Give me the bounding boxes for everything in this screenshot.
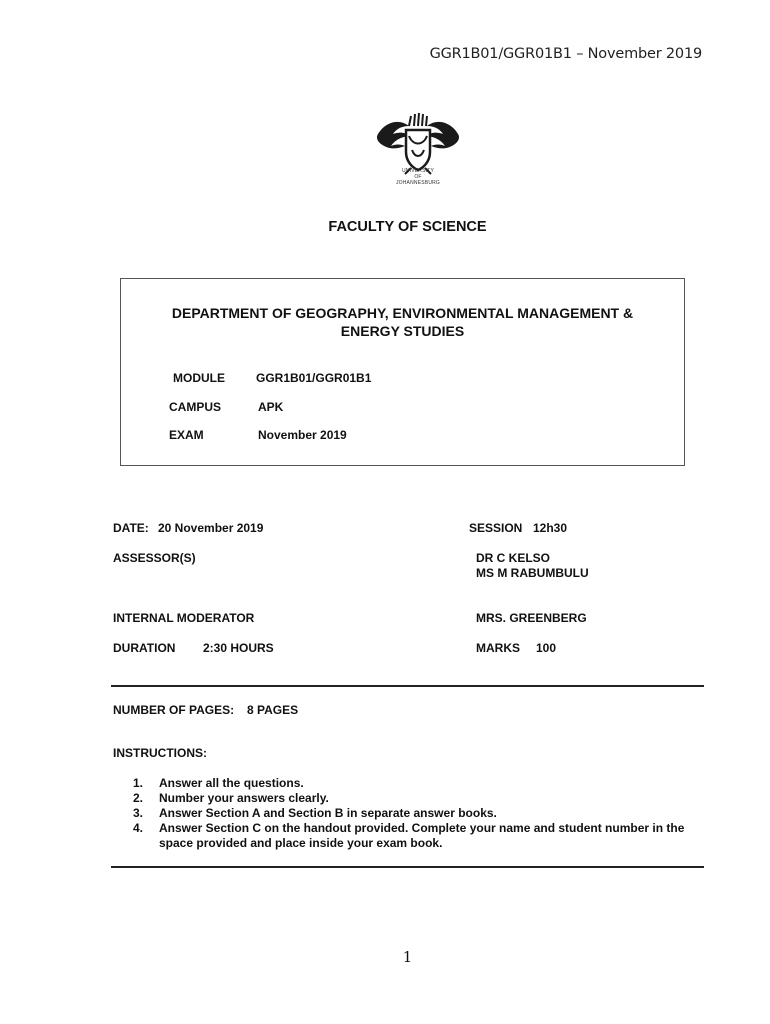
assessors-label: ASSESSOR(S) [113,551,196,565]
logo-text-of: OF [414,174,422,180]
header-module-code: GGR1B01/GGR01B1 – November 2019 [429,46,702,62]
date-value: 20 November 2019 [158,521,264,535]
logo-text-johannesburg: JOHANNESBURG [395,180,441,186]
duration-value: 2:30 HOURS [203,641,274,655]
exam-value: November 2019 [258,428,347,442]
list-item [133,791,704,806]
marks-value: 100 [536,641,557,655]
list-item-number: 2. [133,791,144,805]
module-label: MODULE [173,371,225,385]
page-number: 1 [402,948,413,966]
list-item [133,806,704,821]
list-item-text: Answer all the questions. [159,776,304,790]
list-item-text: Answer Section C on the handout provided. Complete your name and student number in the space provided and place inside your exam book. [159,821,685,850]
list-item [133,776,704,791]
instructions-list [133,776,704,851]
duration-label: DURATION [113,641,176,655]
assessor-1: DR C KELSO [476,551,551,565]
assessor-2: MS M RABUMBULU [476,566,589,580]
department-title-line1: DEPARTMENT OF GEOGRAPHY, ENVIRONMENTAL MANAGEMENT & [171,305,634,321]
pages-label: NUMBER OF PAGES: [113,703,235,717]
list-item-number: 4. [133,821,144,835]
divider-bottom [111,866,704,868]
faculty-title: FACULTY OF SCIENCE [328,219,487,235]
list-item-number: 1. [133,776,144,790]
moderator-value: MRS. GREENBERG [476,611,587,625]
list-item [133,821,704,851]
exam-label: EXAM [169,428,204,442]
campus-label: CAMPUS [169,400,222,414]
marks-label: MARKS [476,641,520,655]
session-value: 12h30 [533,521,568,535]
list-item-text: Answer Section A and Section B in separate answer books. [159,806,497,820]
department-title [121,304,684,340]
list-item-text: Number your answers clearly. [159,791,329,805]
module-value: GGR1B01/GGR01B1 [256,371,372,385]
department-box [120,278,685,466]
list-item-number: 3. [133,806,144,820]
department-title-line2: ENERGY STUDIES [340,323,465,339]
pages-value: 8 PAGES [247,703,299,717]
date-label: DATE: [113,521,149,535]
moderator-label: INTERNAL MODERATOR [113,611,255,625]
instructions-heading: INSTRUCTIONS: [113,746,207,760]
divider-top [111,685,704,687]
logo-text-university: UNIVERSITY [401,168,434,174]
session-label: SESSION [469,521,523,535]
campus-value: APK [258,400,284,414]
